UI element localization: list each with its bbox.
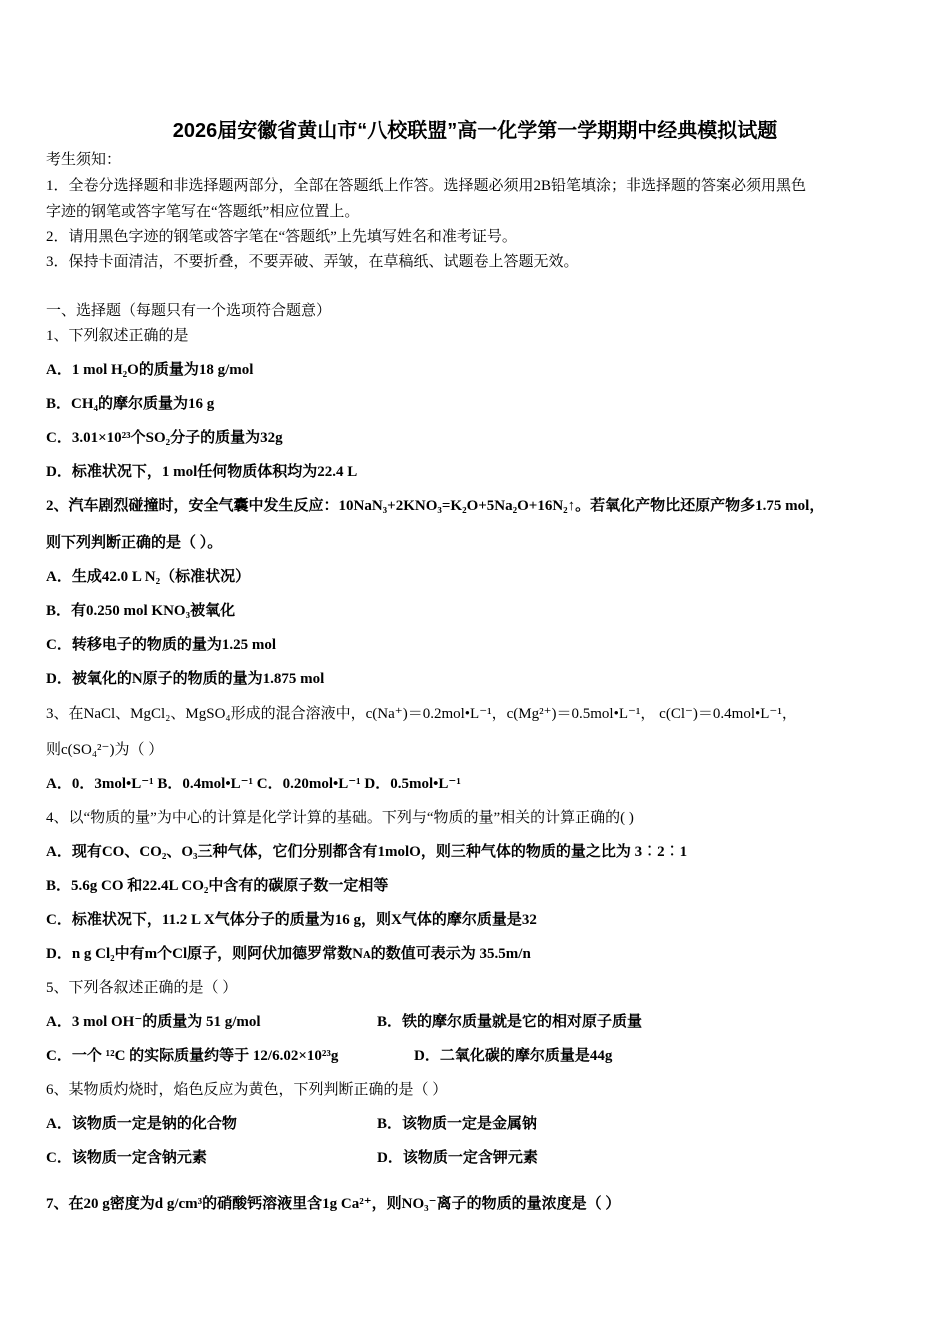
notice-heading: 考生须知： <box>46 152 122 168</box>
question-stem: 5、下列各叙述正确的是（ ） <box>46 980 238 996</box>
option: B．该物质一定是金属钠 <box>377 1116 538 1132</box>
option: A．1 mol H₂O的质量为18 g/mol <box>46 362 254 378</box>
option: C．3.01×10²³个SO₂分子的质量为32g <box>46 430 283 446</box>
notice-line: 1．全卷分选择题和非选择题两部分，全部在答题纸上作答。选择题必须用2B铅笔填涂；非选择题的答案必须用黑色 <box>46 178 807 194</box>
question-stem: 6、某物质灼烧时，焰色反应为黄色，下列判断正确的是（ ） <box>46 1082 448 1098</box>
option: C．转移电子的物质的量为1.25 mol <box>46 637 276 653</box>
page-title: 2026届安徽省黄山市“八校联盟”高一化学第一学期期中经典模拟试题 <box>172 120 778 142</box>
options-row: A．0．3mol•L⁻¹ B．0.4mol•L⁻¹ C．0.20mol•L⁻¹ D．0.5mol•L⁻¹ <box>46 776 461 792</box>
option: B．铁的摩尔质量就是它的相对原子质量 <box>377 1014 643 1030</box>
question-stem: 则下列判断正确的是（ ）。 <box>46 535 223 551</box>
question-stem: 则c(SO₄²⁻)为（ ） <box>46 742 164 758</box>
option: D．标准状况下，1 mol任何物质体积均为22.4 L <box>46 464 358 480</box>
option: D．被氧化的N原子的物质的量为1.875 mol <box>46 671 325 687</box>
section-heading: 一、选择题（每题只有一个选项符合题意） <box>46 303 332 319</box>
option: A．生成42.0 L N₂（标准状况） <box>46 569 251 585</box>
option: D．n g Cl₂中有m个Cl原子，则阿伏加德罗常数Nᴀ的数值可表示为 35.5m/n <box>46 946 531 962</box>
question-stem: 3、在NaCl、MgCl₂、MgSO₄形成的混合溶液中，c(Na⁺)＝0.2mol•L⁻¹，c(Mg²⁺)＝0.5mol•L⁻¹， c(Cl⁻)＝0.4mol•L⁻¹， <box>46 706 797 722</box>
option: B．有0.250 mol KNO₃被氧化 <box>46 603 236 619</box>
notice-line: 2．请用黑色字迹的钢笔或答字笔在“答题纸”上先填写姓名和准考证号。 <box>46 229 517 245</box>
question-stem: 7、在20 g密度为d g/cm³的硝酸钙溶液里含1g Ca²⁺，则NO₃⁻离子的物质的量浓度是（ ） <box>46 1196 621 1212</box>
notice-line: 3．保持卡面清洁，不要折叠，不要弄破、弄皱，在草稿纸、试题卷上答题无效。 <box>46 254 579 270</box>
question-stem: 1、下列叙述正确的是 <box>46 328 189 344</box>
option: C．标准状况下，11.2 L X气体分子的质量为16 g，则X气体的摩尔质量是32 <box>46 912 537 928</box>
option: B．5.6g CO 和22.4L CO₂中含有的碳原子数一定相等 <box>46 878 389 894</box>
option: C．一个 ¹²C 的实际质量约等于 12/6.02×10²³g <box>46 1048 339 1064</box>
option: C．该物质一定含钠元素 <box>46 1150 207 1166</box>
option: A．3 mol OH⁻的质量为 51 g/mol <box>46 1014 261 1030</box>
question-stem: 2、汽车剧烈碰撞时，安全气囊中发生反应：10NaN₃+2KNO₃=K₂O+5Na₂O+16N₂↑。若氧化产物比还原产物多1.75 mol， <box>46 498 825 514</box>
question-stem: 4、以“物质的量”为中心的计算是化学计算的基础。下列与“物质的量”相关的计算正确的( ) <box>46 810 634 826</box>
option: A．现有CO、CO₂、O₃三种气体，它们分别都含有1molO，则三种气体的物质的量之比为 3︰2︰1 <box>46 844 688 860</box>
option: A．该物质一定是钠的化合物 <box>46 1116 237 1132</box>
option: B．CH₄的摩尔质量为16 g <box>46 396 215 412</box>
option: D．该物质一定含钾元素 <box>377 1150 538 1166</box>
notice-line: 字迹的钢笔或答字笔写在“答题纸”相应位置上。 <box>46 204 360 220</box>
option: D．二氧化碳的摩尔质量是44g <box>414 1048 613 1064</box>
